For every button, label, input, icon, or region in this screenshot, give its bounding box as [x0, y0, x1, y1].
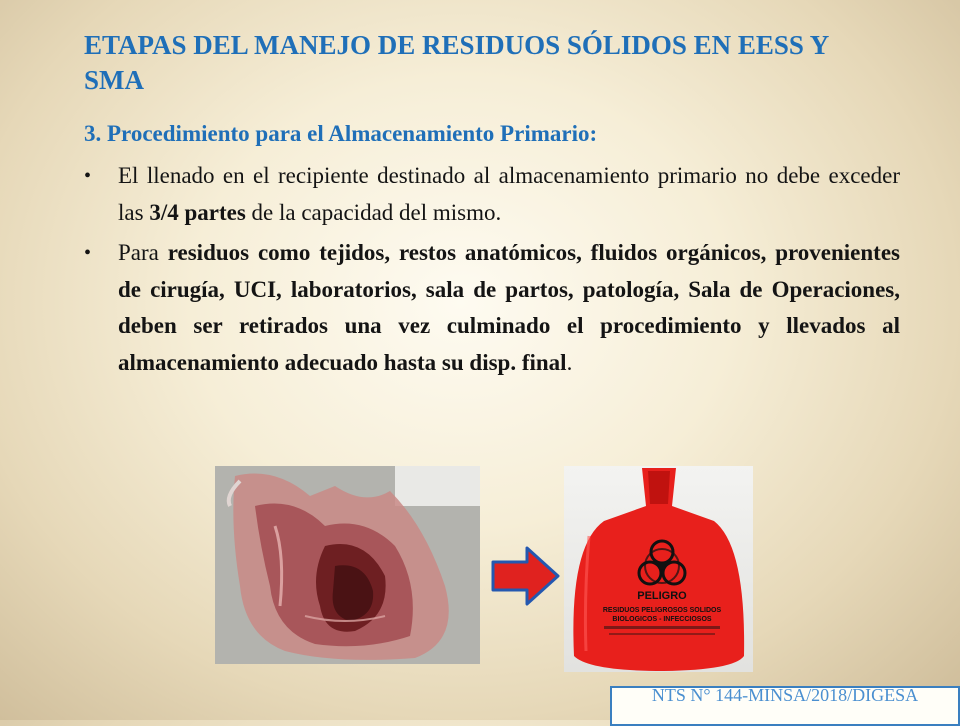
bullet-item [84, 235, 900, 381]
bullet-list [84, 158, 900, 385]
bullet-text-normal: Para [118, 240, 168, 265]
slide-title: ETAPAS DEL MANEJO DE RESIDUOS SÓLIDOS EN EESS Y SMA [84, 30, 829, 95]
bullet-icon: • [84, 242, 92, 264]
bag-label-line1: RESIDUOS PELIGROSOS SOLIDOS [602, 607, 722, 614]
bullet-text-normal: . [566, 349, 573, 375]
biohazard-bag-photo [564, 466, 753, 672]
bullet-text-bold: residuos como tejidos, restos anatómicos, fluidos orgánicos, provenientes de cirugía, UCI, laboratorios, sala de partos, patología, Sala de Operaciones, deben ser retirados una vez culminado el procedimiento y llevados al almacenamiento adecuado hasta su disp. final [118, 240, 900, 375]
reference-text: NTS N° 144-MINSA/2018/DIGESA [651, 686, 919, 705]
bag-label-line2: BIOLOGICOS - INFECCIOSOS [612, 616, 712, 623]
bullet-icon: • [84, 165, 92, 187]
arrow-right-icon [491, 545, 561, 607]
bullet-text-normal: de la capacidad del mismo. [245, 199, 502, 225]
tissue-waste-illustration [215, 466, 480, 664]
bullet-text-normal: El llenado en el recipiente destinado al almacenamiento primario no debe exceder las [118, 163, 900, 225]
bullet-item [84, 158, 900, 231]
reference-textbox [610, 686, 960, 726]
tissue-waste-photo [215, 466, 480, 664]
biohazard-bag-illustration [564, 466, 753, 672]
bag-warning-word: PELIGRO [637, 590, 687, 602]
section-subtitle: 3. Procedimiento para el Almacenamiento Primario: [84, 121, 598, 146]
bullet-text-bold: 3/4 partes [149, 199, 246, 225]
